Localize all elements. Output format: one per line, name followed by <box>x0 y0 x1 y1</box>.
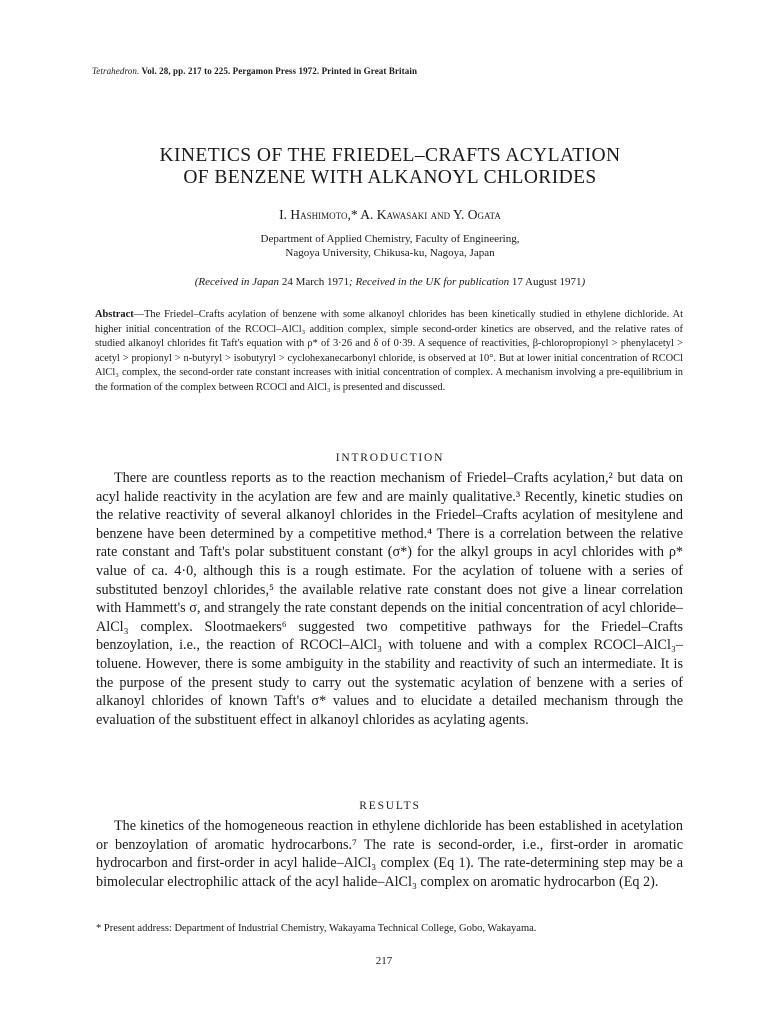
running-head <box>92 66 417 76</box>
received-text-1: (Received in Japan <box>194 276 282 288</box>
introduction-heading: INTRODUCTION <box>335 452 445 464</box>
footnote: * Present address: Department of Industrial Chemistry, Wakayama Technical College, Gobo, Wakayama. <box>96 923 537 934</box>
introduction-paragraph: There are countless reports as to the reaction mechanism of Friedel–Crafts acylation,² but data on acyl halide reactivity in the acylation are few and are mainly qualitative.³ Recently, kinetic studies on the relative reactivity of several alkanoyl chlorides in the Friedel–Crafts acylation of mesitylene and benzene have been determined by a competitive method.⁴ There is a correlation between the relative rate constant and Taft's polar substituent constant (σ*) for the alkyl groups in acyl chlorides with ρ* value of ca. 4·0, although this is a rough estimate. For the acylation of toluene with a series of substituted benzoyl chlorides,⁵ the available relative rate constant does not give a linear correlation with Hammett's σ, and strangely the rate constant depends on the initial concentration of acyl chloride–AlCl₃ complex. Slootmaekers⁶ suggested two competitive pathways for the Friedel–Crafts benzoylation, i.e., the reaction of RCOCl–AlCl₃ with toluene and with a complex RCOCl–AlCl₃–toluene. However, there is some ambiguity in the stability and reactivity of such an intermediate. It is the purpose of the present study to carry out the systematic acylation of benzene with a series of alkanoyl chlorides of known Taft's σ* values and to elucidate a detailed mechanism through the evaluation of the substituent effect in alkanoyl chlorides as acylating agents. <box>96 470 683 728</box>
title-line-2: OF BENZENE WITH ALKANOYL CHLORIDES <box>183 167 597 188</box>
journal-name: Tetrahedron. <box>92 66 140 76</box>
abstract-label: Abstract <box>95 309 134 320</box>
results-heading: RESULTS <box>359 800 421 812</box>
abstract <box>95 308 683 395</box>
title-line-1: KINETICS OF THE FRIEDEL–CRAFTS ACYLATION <box>159 145 621 166</box>
results-body <box>96 817 683 891</box>
received-date-uk: 17 August 1971 <box>511 276 582 288</box>
affiliation-line-1: Department of Applied Chemistry, Faculty of Engineering, <box>260 233 520 245</box>
affiliation <box>90 232 690 260</box>
author-list: I. Hashimoto,* A. Kawasaki and Y. Ogata <box>279 207 501 222</box>
received-text-2: ; Received in the UK for publication <box>349 276 512 288</box>
journal-citation: Vol. 28, pp. 217 to 225. Pergamon Press 1972. Printed in Great Britain <box>139 66 418 76</box>
abstract-text: —The Friedel–Crafts acylation of benzene with some alkanoyl chlorides has been kinetically studied in ethylene dichloride. At higher initial concentration of the RCOCl–AlCl₃ addition complex, simple second-order kinetics are observed, and the relative rates of studied alkanoyl chlorides fit Taft's equation with ρ* of 3·26 and δ of 0·39. A sequence of reactivities, β-chloropropionyl > phenylacetyl > acetyl > propionyl > n-butyryl > isobutyryl > cyclohexanecarbonyl chloride, is observed at 10°. But at lower initial concentration of RCOCl AlCl₃ complex, the second-order rate constant increases with initial concentration of complex. A mechanism involving a pre-equilibrium in the formation of the complex between RCOCl and AlCl₃ is presented and discussed. <box>95 309 683 393</box>
results-paragraph: The kinetics of the homogeneous reaction in ethylene dichloride has been established in acetylation or benzoylation of aromatic hydrocarbons.⁷ The rate is second-order, i.e., first-order in aromatic hydrocarbon and first-order in acyl halide–AlCl₃ complex (Eq 1). The rate-determining step may be a bimolecular electrophilic attack of the acyl halide–AlCl₃ complex on aromatic hydrocarbon (Eq 2). <box>96 818 683 890</box>
received-dates <box>90 276 690 288</box>
received-date-japan: 24 March 1971 <box>281 276 350 288</box>
page-number: 217 <box>375 955 393 967</box>
introduction-body <box>96 469 683 729</box>
affiliation-line-2: Nagoya University, Chikusa-ku, Nagoya, Japan <box>285 247 495 259</box>
received-text-3: ) <box>581 276 586 288</box>
article-title <box>90 145 690 189</box>
